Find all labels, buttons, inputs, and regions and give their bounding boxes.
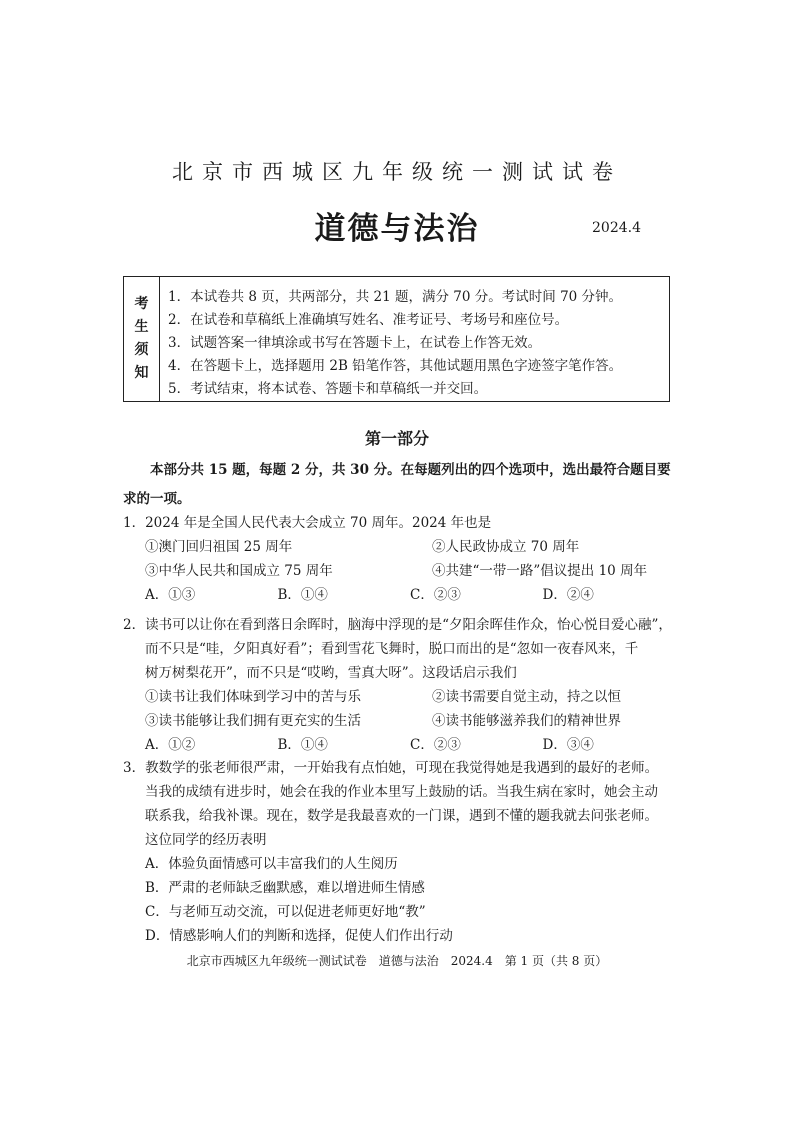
statement: ①澳门回归祖国 25 周年	[145, 539, 293, 555]
exam-title: 北京市西城区九年级统一测试试卷	[172, 160, 622, 184]
question-stem-line: 而不只是“哇，夕阳真好看”；看到雪花飞舞时，脱口而出的是“忽如一夜春风来，千	[145, 641, 639, 657]
notice-label-char: 知	[134, 365, 149, 381]
statement: ③中华人民共和国成立 75 周年	[145, 563, 333, 579]
statement-row	[123, 535, 675, 559]
statement-row	[123, 559, 675, 583]
statement: ②读书需要自觉主动，持之以恒	[432, 689, 621, 705]
statement-row	[123, 685, 675, 709]
option: D．情感影响人们的判断和选择，促使人们作出行动	[145, 928, 453, 944]
page-footer: 北京市西城区九年级统一测试试卷 道德与法治 2024.4 第 1 页（共 8 页）	[186, 954, 608, 968]
notice-label-char: 生	[134, 319, 149, 335]
notice-label-char: 须	[134, 342, 149, 358]
question-stem-line: 这位同学的经历表明	[145, 832, 267, 848]
notice-item: 4．在答题卡上，选择题用 2B 铅笔作答，其他试题用黑色字迹签字笔作答。	[168, 358, 623, 374]
choice: C．②③	[410, 587, 461, 603]
question-stem-line: 联系我，给我补课。现在，数学是我最喜欢的一门课，遇到不懂的题我就去问张老师。	[145, 808, 658, 824]
choice: B．①④	[277, 737, 328, 753]
question-2	[123, 613, 675, 757]
question-1	[123, 511, 675, 607]
choice: A．①③	[145, 587, 196, 603]
statement-row	[123, 709, 675, 733]
choice: B．①④	[277, 587, 328, 603]
option: B．严肃的老师缺乏幽默感，难以增进师生情感	[145, 880, 425, 896]
exam-date: 2024.4	[592, 220, 641, 236]
option: C．与老师互动交流，可以促进老师更好地“教”	[145, 904, 426, 920]
statement: ①读书让我们体味到学习中的苦与乐	[145, 689, 361, 705]
exam-notice-box	[123, 276, 670, 402]
statement: ③读书能够让我们拥有更充实的生活	[145, 713, 361, 729]
option: A．体验负面情感可以丰富我们的人生阅历	[145, 856, 398, 872]
subject-title: 道德与法治	[314, 211, 480, 247]
question-stem: 1．2024 年是全国人民代表大会成立 70 周年。2024 年也是	[123, 515, 492, 531]
notice-label	[124, 277, 160, 401]
notice-item: 1．本试卷共 8 页，共两部分，共 21 题，满分 70 分。考试时间 70 分钟。	[168, 289, 623, 305]
question-stem-line: 2．读书可以让你在看到落日余晖时，脑海中浮现的是“夕阳余晖佳作众，怡心悦目爱心融”，	[123, 617, 672, 633]
question-3	[123, 756, 675, 948]
choice: C．②③	[410, 737, 461, 753]
statement: ②人民政协成立 70 周年	[432, 539, 580, 555]
part-description: 本部分共 15 题，每题 2 分，共 30 分。在每题列出的四个选项中，选出最符合题目要求的一项。	[123, 462, 671, 507]
choice: D．③④	[542, 737, 594, 753]
choice-row	[123, 733, 675, 757]
notice-item: 2．在试卷和草稿纸上准确填写姓名、准考证号、考场号和座位号。	[168, 312, 569, 328]
question-stem-line: 当我的成绩有进步时，她会在我的作业本里写上鼓励的话。当我生病在家时，她会主动	[145, 784, 658, 800]
statement: ④共建“一带一路”倡议提出 10 周年	[432, 563, 648, 579]
notice-label-char: 考	[134, 296, 149, 312]
notice-list	[160, 277, 669, 401]
part-title: 第一部分	[364, 429, 429, 448]
statement: ④读书能够滋养我们的精神世界	[432, 713, 621, 729]
choice: A．①②	[145, 737, 196, 753]
question-stem-line: 3．教数学的张老师很严肃，一开始我有点怕她，可现在我觉得她是我遇到的最好的老师。	[123, 760, 659, 776]
notice-item: 5．考试结束，将本试卷、答题卡和草稿纸一并交回。	[168, 381, 488, 397]
notice-item: 3．试题答案一律填涂或书写在答题卡上，在试卷上作答无效。	[168, 335, 542, 351]
choice: D．②④	[542, 587, 594, 603]
choice-row	[123, 583, 675, 607]
question-stem-line: 树万树梨花开”，而不只是“哎哟，雪真大呀”。这段话启示我们	[145, 665, 517, 681]
